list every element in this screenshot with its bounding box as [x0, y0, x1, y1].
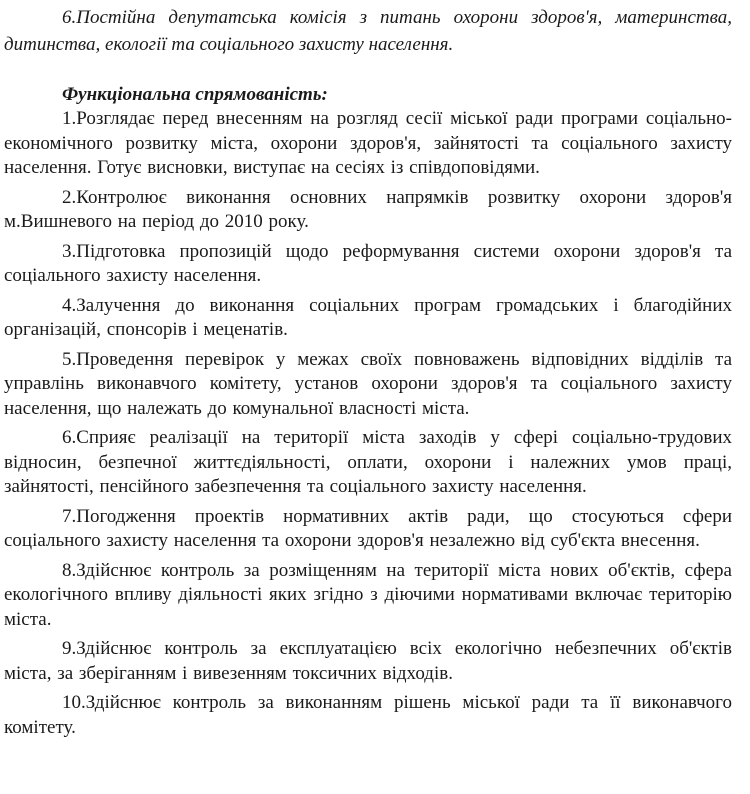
list-item: 1.Розглядає перед внесенням на розгляд сесії міської ради програми соціально-економічного розвитку міста, охорони здоров'я, зайнятості та соціального захисту населення. Готує висновки, виступає на сесіях із співдоповідями.: [4, 108, 732, 178]
function-list: [4, 107, 732, 740]
list-item: 3.Підготовка пропозицій щодо реформування системи охорони здоров'я та соціального захисту населення.: [4, 240, 732, 286]
list-item: 9.Здійснює контроль за експлуатацією всіх екологічно небезпечних об'єктів міста, за зберіганням і вивезенням токсичних відходів.: [4, 638, 732, 684]
document-page: [4, 4, 732, 745]
list-item: 10.Здійснює контроль за виконанням рішень міської ради та її виконавчого комітету.: [4, 692, 732, 738]
list-item: 6.Сприяє реалізації на території міста заходів у сфері соціально-трудових відносин, безпечної життєдіяльності, оплати, охорони і належних умов праці, зайнятості, пенсійного забезпечення та соціального захисту населення.: [4, 427, 732, 497]
commission-heading: 6.Постійна депутатська комісія з питань охорони здоров'я, материнства, дитинства, екології та соціального захисту населення.: [4, 7, 732, 55]
list-item: 8.Здійснює контроль за розміщенням на території міста нових об'єктів, сфера екологічного впливу діяльності яких згідно з діючими нормативами включає територію міста.: [4, 559, 732, 630]
list-item: 2.Контролює виконання основних напрямків розвитку охорони здоров'я м.Вишневого на період до 2010 року.: [4, 186, 732, 232]
list-item: 7.Погодження проектів нормативних актів ради, що стосуються сфери соціального захисту населення та охорони здоров'я незалежно від суб'єкта внесення.: [4, 505, 732, 551]
list-item: 5.Проведення перевірок у межах своїх повноважень відповідних відділів та управлінь виконавчого комітету, установ охорони здоров'я та соціального захисту населення, що належать до комунальної власності міста.: [4, 348, 732, 419]
section-title: Функціональна спрямованість:: [62, 84, 328, 105]
list-item: 4.Залучення до виконання соціальних програм громадських і благодійних організацій, спонсорів і меценатів.: [4, 294, 732, 340]
